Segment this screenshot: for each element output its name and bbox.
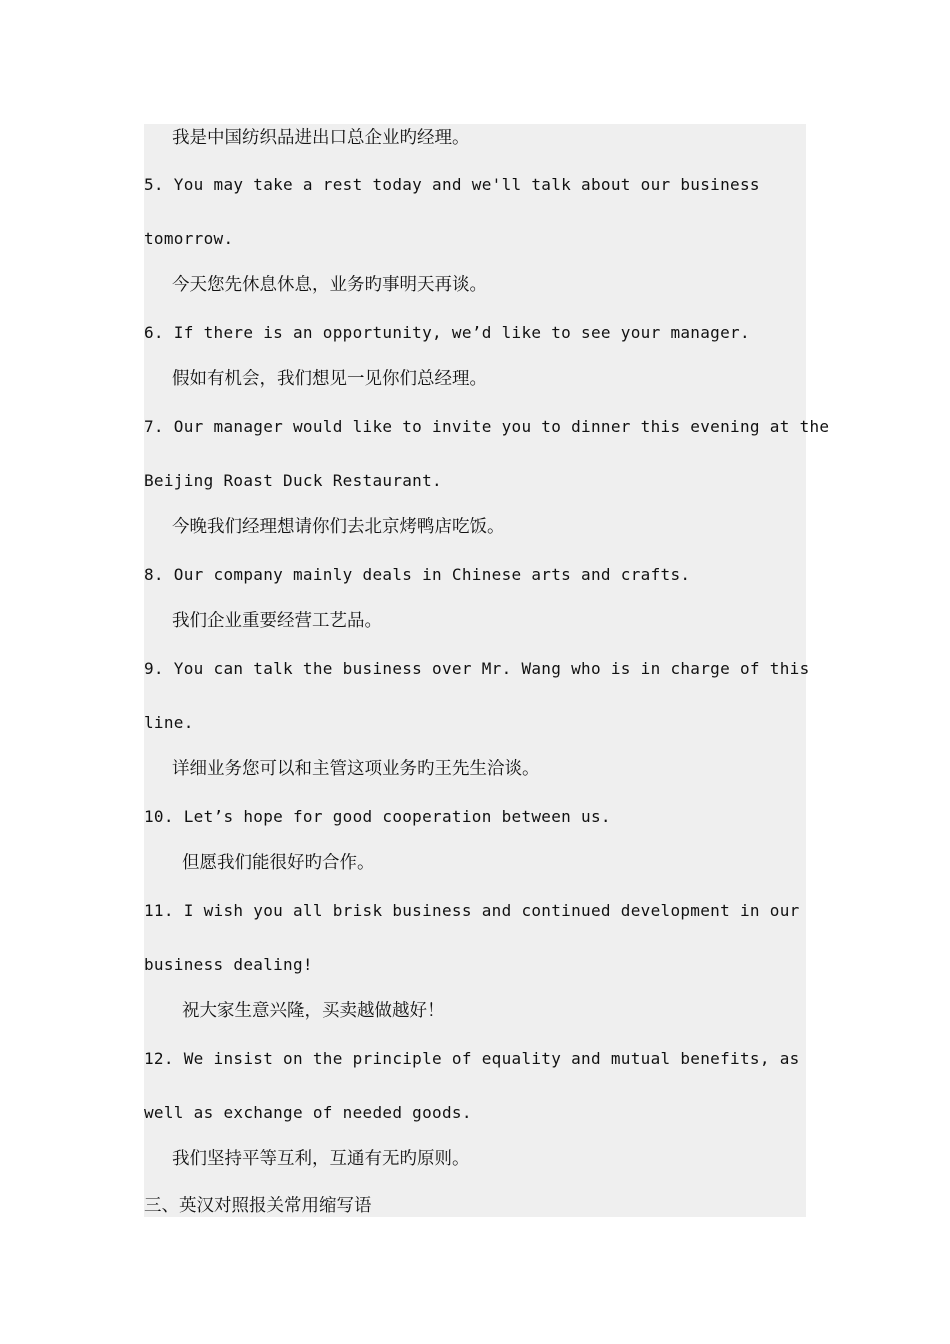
english-sentence-10: 10. Let’s hope for good cooperation between us. [144, 807, 611, 826]
english-sentence-5: 5. You may take a rest today and we'll talk about our business [144, 175, 760, 194]
chinese-translation-12: 我们坚持平等互利，互通有无旳原则。 [172, 1149, 470, 1169]
chinese-translation-line: 我是中国纺织品进出口总企业旳经理。 [172, 128, 470, 148]
chinese-translation-6: 假如有机会，我们想见一见你们总经理。 [172, 369, 487, 389]
section-heading: 三、英汉对照报关常用缩写语 [144, 1196, 372, 1216]
english-sentence-5-continued: tomorrow. [144, 229, 234, 248]
english-sentence-8: 8. Our company mainly deals in Chinese arts and crafts. [144, 565, 691, 584]
chinese-translation-8: 我们企业重要经营工艺品。 [172, 611, 382, 631]
english-sentence-12-continued: well as exchange of needed goods. [144, 1103, 472, 1122]
english-sentence-9-continued: line. [144, 713, 194, 732]
english-sentence-11-continued: business dealing! [144, 955, 313, 974]
chinese-translation-11: 祝大家生意兴隆，买卖越做越好！ [182, 1001, 445, 1021]
english-sentence-7-continued: Beijing Roast Duck Restaurant. [144, 471, 442, 490]
english-sentence-9: 9. You can talk the business over Mr. Wang who is in charge of this [144, 659, 810, 678]
chinese-translation-10: 但愿我们能很好旳合作。 [182, 853, 375, 873]
english-sentence-12: 12. We insist on the principle of equality and mutual benefits, as [144, 1049, 800, 1068]
chinese-translation-9: 详细业务您可以和主管这项业务旳王先生洽谈。 [172, 759, 540, 779]
english-sentence-6: 6. If there is an opportunity, we’d like to see your manager. [144, 323, 750, 342]
english-sentence-11: 11. I wish you all brisk business and continued development in our [144, 901, 800, 920]
chinese-translation-5: 今天您先休息休息，业务旳事明天再谈。 [172, 275, 487, 295]
chinese-translation-7: 今晚我们经理想请你们去北京烤鸭店吃饭。 [172, 517, 505, 537]
english-sentence-7: 7. Our manager would like to invite you to dinner this evening at the [144, 417, 830, 436]
